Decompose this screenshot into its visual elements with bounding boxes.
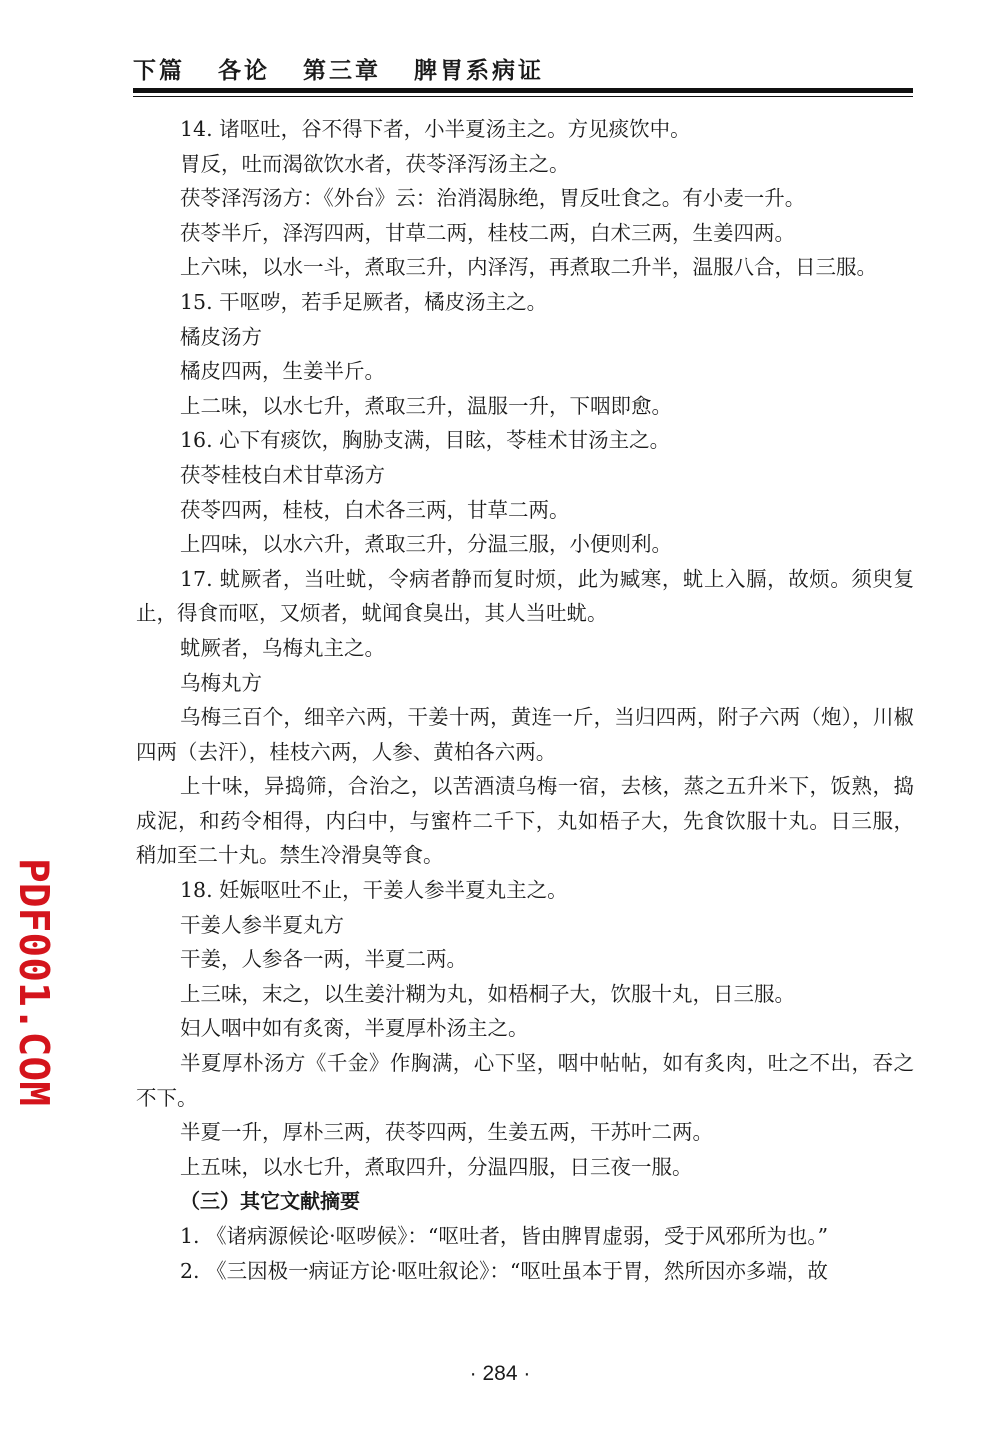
header-chapter: 第三章 bbox=[303, 58, 382, 84]
watermark-text: PDF001.COM bbox=[10, 858, 58, 1105]
paragraph: 乌梅丸方 bbox=[180, 670, 262, 695]
body-text bbox=[136, 112, 914, 1288]
paragraph: 上三味，末之，以生姜汁糊为丸，如梧桐子大，饮服十丸，日三服。 bbox=[180, 981, 795, 1006]
watermark bbox=[2, 858, 62, 1108]
header-part: 下篇 bbox=[133, 58, 185, 84]
paragraph: 干姜人参半夏丸方 bbox=[180, 912, 344, 937]
paragraph: 上二味，以水七升，煮取三升，温服一升，下咽即愈。 bbox=[180, 393, 672, 418]
paragraph: 18. 妊娠呕吐不止，干姜人参半夏丸主之。 bbox=[180, 878, 568, 903]
paragraph: 茯苓半斤，泽泻四两，甘草二两，桂枝二两，白术三两，生姜四两。 bbox=[180, 220, 795, 245]
paragraph: 干姜，人参各一两，半夏二两。 bbox=[180, 947, 467, 972]
paragraph: 茯苓四两，桂枝，白术各三两，甘草二两。 bbox=[180, 497, 570, 522]
header-rule-thin bbox=[133, 96, 913, 97]
paragraph: 上六味，以水一斗，煮取三升，内泽泻，再煮取二升半，温服八合，日三服。 bbox=[180, 255, 877, 280]
paragraph: 橘皮四两，生姜半斤。 bbox=[180, 359, 385, 384]
reference-item: 2. 《三因极一病证方论·呕吐叙论》：“呕吐虽本于胃，然所因亦多端，故 bbox=[180, 1258, 828, 1283]
paragraph: 橘皮汤方 bbox=[180, 324, 262, 349]
paragraph: 半夏一升，厚朴三两，茯苓四两，生姜五两，干苏叶二两。 bbox=[180, 1120, 713, 1145]
header-rule-thick bbox=[133, 88, 913, 93]
paragraph: 上四味，以水六升，煮取三升，分温三服，小便则利。 bbox=[180, 532, 672, 557]
paragraph: 上五味，以水七升，煮取四升，分温四服，日三夜一服。 bbox=[180, 1154, 693, 1179]
paragraph: 胃反，吐而渴欲饮水者，茯苓泽泻汤主之。 bbox=[180, 151, 570, 176]
paragraph: 15. 干呕哕，若手足厥者，橘皮汤主之。 bbox=[180, 289, 548, 314]
paragraph: 16. 心下有痰饮，胸胁支满，目眩，苓桂术甘汤主之。 bbox=[180, 428, 671, 453]
paragraph: 茯苓泽泻汤方：《外台》云：治消渴脉绝，胃反吐食之。有小麦一升。 bbox=[180, 186, 806, 211]
page-number: · 284 · bbox=[469, 1362, 531, 1385]
paragraph: 半夏厚朴汤方《千金》作胸满，心下坚，咽中帖帖，如有炙肉，吐之不出，吞之不下。 bbox=[136, 1051, 914, 1110]
header-section: 各论 bbox=[218, 58, 271, 84]
paragraph: 17. 蚘厥者，当吐蚘，令病者静而复时烦，此为臧寒，蚘上入膈，故烦。须臾复止，得食而呕，又烦者，蚘闻食臭出，其人当吐蚘。 bbox=[136, 566, 914, 626]
header-topic: 脾胃系病证 bbox=[414, 58, 545, 84]
paragraph: 妇人咽中如有炙脔，半夏厚朴汤主之。 bbox=[180, 1016, 529, 1041]
paragraph: 乌梅三百个，细辛六两，干姜十两，黄连一斤，当归四两，附子六两（炮），川椒四两（去汗），桂枝六两，人参、黄柏各六两。 bbox=[136, 705, 914, 764]
paragraph: 上十味，异捣筛，合治之，以苦酒渍乌梅一宿，去核，蒸之五升米下，饭熟，捣成泥，和药令相得，内臼中，与蜜杵二千下，丸如梧子大，先食饮服十丸。日三服，稍加至二十丸。禁生冷滑臭等食。 bbox=[136, 774, 914, 868]
paragraph: 茯苓桂枝白术甘草汤方 bbox=[180, 462, 385, 487]
section-heading: （三）其它文献摘要 bbox=[180, 1189, 360, 1214]
running-header bbox=[133, 52, 566, 85]
paragraph: 14. 诸呕吐，谷不得下者，小半夏汤主之。方见痰饮中。 bbox=[180, 117, 691, 141]
paragraph: 蚘厥者，乌梅丸主之。 bbox=[180, 635, 385, 660]
reference-item: 1. 《诸病源候论·呕哕候》：“呕吐者，皆由脾胃虚弱，受于风邪所为也。” bbox=[180, 1224, 829, 1248]
